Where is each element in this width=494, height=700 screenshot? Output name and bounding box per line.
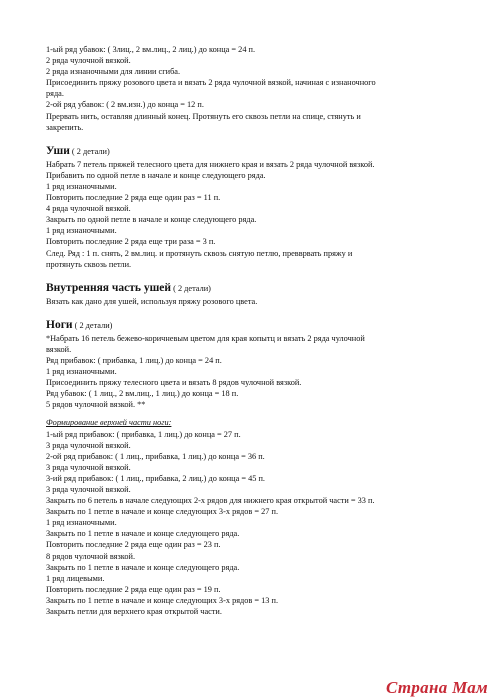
text-line: Присоединить пряжу телесного цвета и вязать 8 рядов чулочной вязкой. <box>46 378 302 388</box>
text-line: 1 ряд изнаночными. <box>46 518 117 528</box>
section-heading <box>46 280 466 296</box>
subsection-title: Формирование верхней части ноги: <box>46 418 172 428</box>
text-line: Закрыть по 6 петель в начале следующих 2-х рядов для нижнего края открытой части = 33 п. <box>46 496 375 506</box>
section-heading <box>46 317 466 333</box>
text-line: 1 ряд лицевыми. <box>46 573 105 583</box>
upper-legs-section <box>46 417 466 617</box>
section-heading <box>46 143 466 159</box>
section-note: ( 2 детали) <box>171 283 211 293</box>
ears-section <box>46 143 466 270</box>
text-line: Ряд прибавок: ( прибавка, 1 лиц.) до конца = 24 п. <box>46 355 222 365</box>
text-line: 2 ряда изнаночными для линии сгиба. <box>46 67 181 77</box>
text-line: Закрыть петли для верхнего края открытой части. <box>46 607 222 617</box>
text-line: Прибавить по одной петле в начале и конце следующего ряда. <box>46 170 266 180</box>
section-note: ( 2 детали) <box>69 146 110 156</box>
section-title: Внутренняя часть ушей <box>46 281 172 294</box>
text-line: 1 ряд изнаночными. <box>46 181 117 191</box>
block1 <box>46 44 466 133</box>
text-line: 2 ряда чулочной вязкой. <box>46 56 131 66</box>
text-line: 3 ряда чулочной вязкой. <box>46 462 131 472</box>
text-line: След. Ряд : 1 п. снять, 2 вм.лиц. и протянуть сквозь снятую петлю, превврвать пряжу и <box>46 248 353 258</box>
text-line: Повторить последние 2 ряда еще один раз = 23 п. <box>46 540 221 550</box>
text-line: Ряд убавок: ( 1 лиц., 2 вм.лиц., 1 лиц.) до конца = 18 п. <box>46 389 239 399</box>
text-line: 1-ый ряд прибавок: ( прибавка, 1 лиц.) до конца = 27 п. <box>46 429 241 439</box>
section-note: ( 2 детали) <box>72 320 113 330</box>
section-title: Уши <box>46 144 70 157</box>
text-line: вязкой. <box>46 344 72 354</box>
text-line: Закрыть по 1 петле в начале и конце следующего ряда. <box>46 562 240 572</box>
text-line: 1-ый ряд убавок: ( 3лиц., 2 вм.лиц., 2 лиц.) до конца = 24 п. <box>46 45 256 54</box>
site-watermark: Страна Мам <box>385 678 488 697</box>
text-line: 3-ий ряд прибавок: ( 1 лиц., прибавка, 2 лиц.) до конца = 45 п. <box>46 473 266 483</box>
document-page <box>46 44 466 617</box>
text-line: 2-ой ряд прибавок: ( 1 лиц., прибавка, 1 лиц.) до конца = 36 п. <box>46 451 265 461</box>
text-line: Присоединить пряжу розового цвета и вязать 2 ряда чулочной вязкой, начиная с изнаночного <box>46 78 376 88</box>
text-line: Закрыть по одной петле в начале и конце следующего ряда. <box>46 215 257 225</box>
text-line: Прервать нить, оставляя длинный конец. Протянуть его сквозь петли на спице, стянуть и <box>46 111 361 121</box>
text-line: *Набрать 16 петель бежево-коричневым цветом для края копытц и вязать 2 ряда чулочной <box>46 333 365 343</box>
section-title: Ноги <box>46 318 73 331</box>
text-line: Набрать 7 петель пряжей телесного цвета для нижнего края и вязать 2 ряда чулочной вязкой. <box>46 159 375 169</box>
text-line: закрепить. <box>46 122 84 132</box>
legs-section <box>46 317 466 411</box>
text-line: 1 ряд изнаночными. <box>46 226 117 236</box>
inner-ears-section <box>46 280 466 307</box>
text-line: Закрыть по 1 петле в начале и конце следующего ряда. <box>46 529 240 539</box>
text-line: 3 ряда чулочной вязкой. <box>46 485 131 494</box>
text-line: Закрыть по 1 петле в начале и конце следующих 3-х рядов = 13 п. <box>46 595 279 605</box>
text-line: 2-ой ряд убавок: ( 2 вм.изн.) до конца = 12 п. <box>46 100 204 110</box>
text-line: Повторить последние 2 ряда еще один раз = 11 п. <box>46 193 221 203</box>
text-line: Закрыть по 1 петле в начале и конце следующих 3-х рядов = 27 п. <box>46 507 279 517</box>
text-line: 4 ряда чулочной вязкой. <box>46 204 131 214</box>
text-line: 3 ряда чулочной вязкой. <box>46 440 131 450</box>
text-line: Повторить последние 2 ряда еще один раз = 19 п. <box>46 584 221 594</box>
text-line: Вязать как дано для ушей, используя пряжу розового цвета. <box>46 296 258 306</box>
text-line: 1 ряд изнаночными. <box>46 367 117 377</box>
text-line: Повторить последние 2 ряда еще три раза = 3 п. <box>46 237 216 247</box>
text-line: 8 рядов чулочной вязкой. <box>46 551 136 561</box>
text-line: 5 рядов чулочной вязкой. ** <box>46 400 146 410</box>
text-line: ряда. <box>46 89 64 99</box>
text-line: протянуть сквозь петли. <box>46 259 132 269</box>
